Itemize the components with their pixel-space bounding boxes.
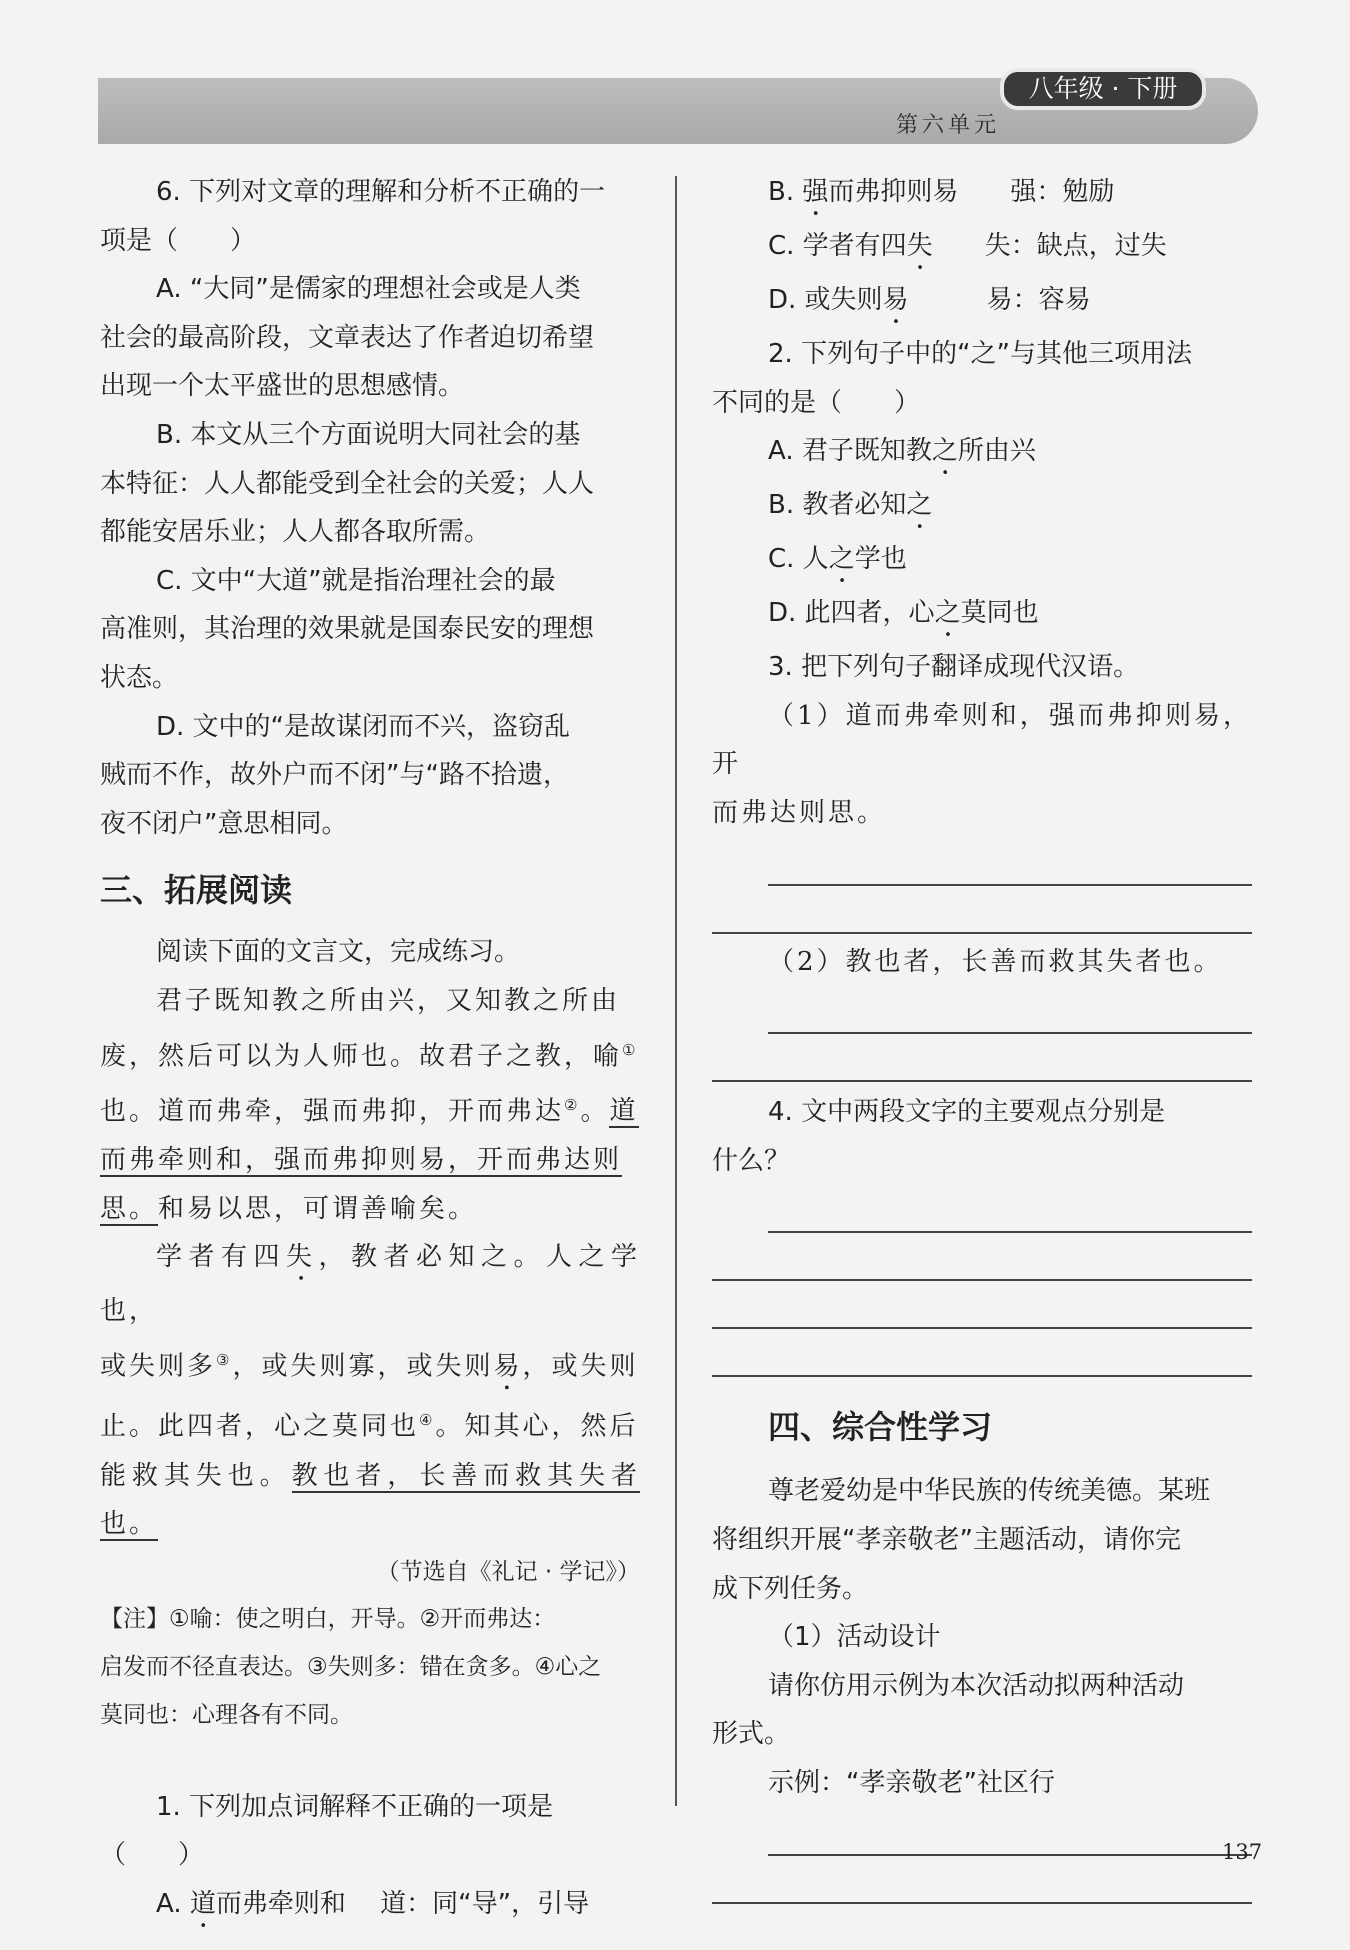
passage-line: 止。此四者，心之莫同也④。知其心，然后 xyxy=(100,1411,639,1443)
q3-item-2: （2）教也者，长善而救其失者也。 xyxy=(768,946,1223,977)
q6-stem-line: 6. 下列对文章的理解和分析不正确的一 xyxy=(156,177,606,207)
section4-intro: 尊老爱幼是中华民族的传统美德。某班 xyxy=(768,1476,1211,1507)
q6-option-b: 都能安居乐业；人人都各取所需。 xyxy=(100,517,491,548)
q6-option-b: 本特征：人人都能受到全社会的关爱；人人 xyxy=(100,468,595,499)
activity-design-subtitle: （1）活动设计 xyxy=(768,1622,941,1653)
q1-stem: 1. 下列加点词解释不正确的一项是 xyxy=(156,1791,554,1822)
passage-line: 能救其失也。教也者，长善而救其失者也。 xyxy=(100,1460,640,1540)
right-column xyxy=(712,168,1252,1904)
answer-line[interactable] xyxy=(712,886,1252,934)
annotation-note: 【注】①喻：使之明白，开导。②开而弗达： xyxy=(100,1605,556,1632)
answer-line[interactable] xyxy=(712,1856,1252,1904)
left-column xyxy=(100,168,640,1934)
q2-option-b: B. 教者必知之 xyxy=(768,490,933,521)
q6-option-a: A. “大同”是儒家的理想社会或是人类 xyxy=(156,274,581,305)
q4-stem: 4. 文中两段文字的主要观点分别是 xyxy=(768,1097,1166,1128)
q2-stem: 不同的是（ ） xyxy=(712,387,921,418)
answer-line[interactable] xyxy=(768,1185,1252,1233)
q3-item-1: 而弗达则思。 xyxy=(712,797,887,828)
passage-line: 也。道而弗牵，强而弗抑，开而弗达②。道 xyxy=(100,1095,639,1127)
q3-item-1: （1）道而弗牵则和，强而弗抑则易，开 xyxy=(712,700,1252,780)
annotation-note: 启发而不径直表达。③失则多：错在贪多。④心之 xyxy=(100,1653,602,1680)
passage-source: （节选自《礼记 · 学记》） xyxy=(376,1558,640,1585)
q6-option-d: 夜不闭户”意思相同。 xyxy=(100,808,348,839)
q2-stem: 2. 下列句子中的“之”与其他三项用法 xyxy=(768,339,1193,369)
q1-answer-paren: （ ） xyxy=(100,1840,205,1871)
passage-line: 而弗牵则和，强而弗抑则易，开而弗达则 xyxy=(100,1145,623,1175)
section-title-extended-reading: 三、拓展阅读 xyxy=(100,871,293,910)
q6-option-c: 高准则，其治理的效果就是国泰民安的理想 xyxy=(100,614,595,645)
q4-stem: 什么？ xyxy=(712,1145,791,1176)
section-title-comprehensive-learning: 四、综合性学习 xyxy=(768,1408,993,1447)
q6-option-c: C. 文中“大道”就是指治理社会的最 xyxy=(156,565,556,596)
passage-line: 或失则多③，或失则寡，或失则易，或失则 xyxy=(100,1350,639,1382)
answer-line[interactable] xyxy=(712,1034,1252,1082)
activity-requirement: 请你仿用示例为本次活动拟两种活动 xyxy=(768,1670,1185,1701)
passage-line: 学者有四失，教者必知之。人之学也， xyxy=(100,1242,640,1327)
q1-option-b: B. 强而弗抑则易 强：勉励 xyxy=(768,177,1115,207)
answer-line[interactable] xyxy=(712,1281,1252,1329)
answer-line[interactable] xyxy=(768,986,1252,1034)
answer-line[interactable] xyxy=(768,838,1252,886)
q2-option-a: A. 君子既知教之所由兴 xyxy=(768,436,1036,467)
answer-line[interactable] xyxy=(712,1233,1252,1281)
q6-option-d: 贼而不作，故外户而不闭”与“路不拾遗， xyxy=(100,760,569,791)
q6-option-c: 状态。 xyxy=(100,662,179,693)
activity-example: 示例：“孝亲敬老”社区行 xyxy=(768,1767,1055,1798)
q3-stem: 3. 把下列句子翻译成现代汉语。 xyxy=(768,652,1140,683)
section4-intro: 成下列任务。 xyxy=(712,1573,869,1604)
section4-intro: 将组织开展“孝亲敬老”主题活动，请你完 xyxy=(712,1524,1181,1555)
passage-line: 废，然后可以为人师也。故君子之教，喻① xyxy=(100,1040,639,1072)
answer-line[interactable] xyxy=(768,1808,1252,1856)
reading-instruction: 阅读下面的文言文，完成练习。 xyxy=(156,937,521,968)
q1-option-c: C. 学者有四失 失：缺点，过失 xyxy=(768,231,1167,261)
q2-option-d: D. 此四者，心之莫同也 xyxy=(768,598,1039,629)
answer-line[interactable] xyxy=(712,1329,1252,1377)
q6-option-b: B. 本文从三个方面说明大同社会的基 xyxy=(156,419,581,450)
grade-tab: 八年级 · 下册 xyxy=(1000,68,1206,110)
column-divider xyxy=(675,176,677,1806)
q6-stem-line: 项是（ ） xyxy=(100,225,257,256)
unit-label: 第六单元 xyxy=(896,113,1001,138)
q6-option-a: 社会的最高阶段，文章表达了作者迫切希望 xyxy=(100,322,595,353)
passage-line: 君子既知教之所由兴，又知教之所由 xyxy=(156,985,621,1016)
page-number: 137 xyxy=(1222,1840,1263,1864)
annotation-note: 莫同也：心理各有不同。 xyxy=(100,1701,353,1728)
q6-option-d: D. 文中的“是故谋闭而不兴，盗窃乱 xyxy=(156,711,571,742)
q1-option-d: D. 或失则易 易：容易 xyxy=(768,285,1091,315)
q2-option-c: C. 人之学也 xyxy=(768,544,907,575)
passage-line: 思。和易以思，可谓善喻矣。 xyxy=(100,1193,478,1224)
activity-requirement: 形式。 xyxy=(712,1719,791,1750)
q6-option-a: 出现一个太平盛世的思想感情。 xyxy=(100,371,465,402)
q1-option-a: A. 道而弗牵则和 道：同“导”，引导 xyxy=(156,1889,590,1920)
